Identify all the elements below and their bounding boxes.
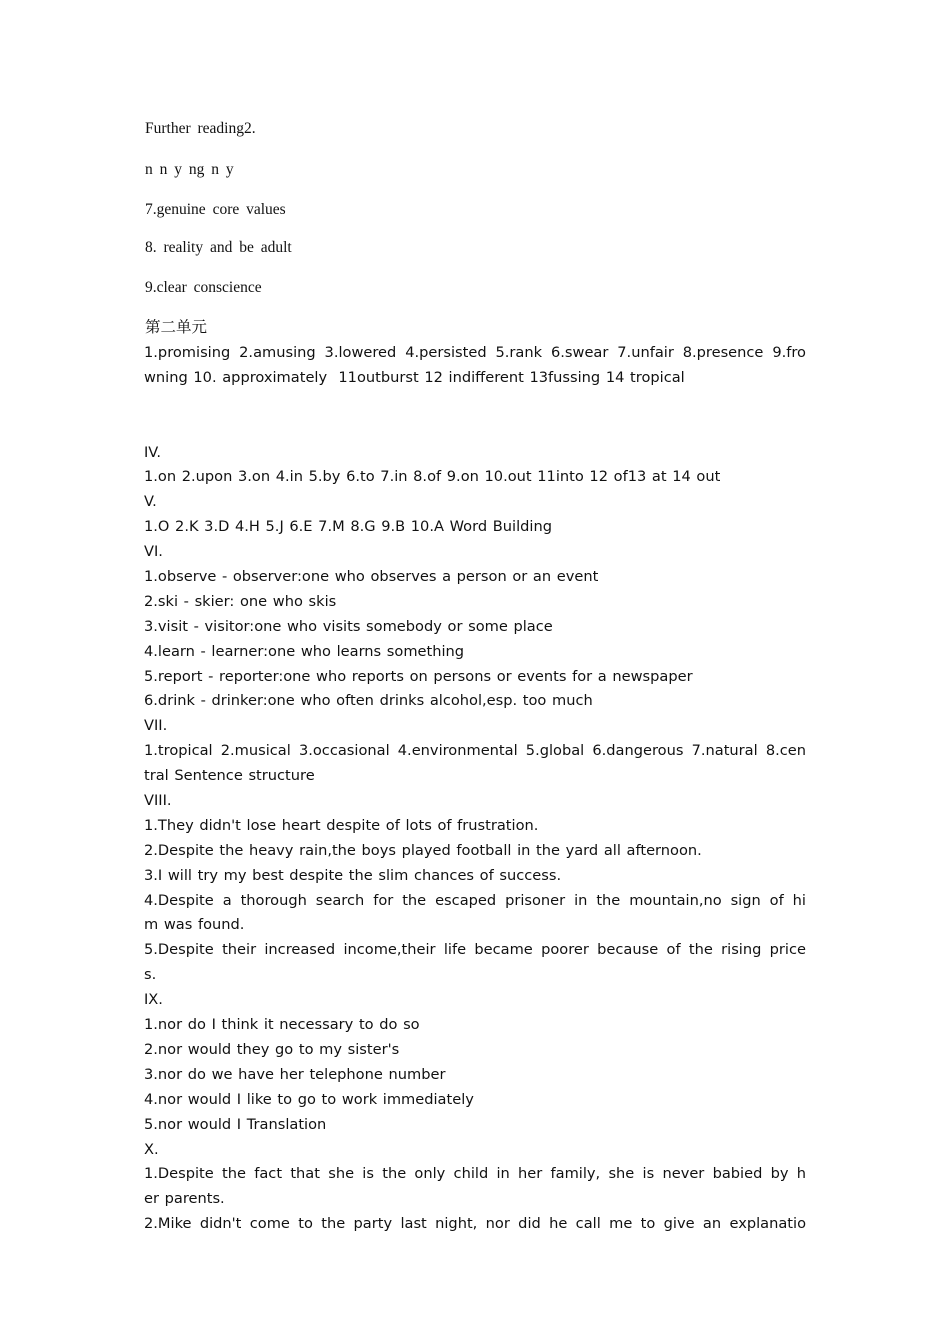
section-heading-iv: IV. xyxy=(144,443,162,461)
list-item: 4.Despite a thorough search for the escaped prisoner in the mountain,no sign of hi xyxy=(144,891,806,909)
v-answers: 1.O 2.K 3.D 4.H 5.J 6.E 7.M 8.G 9.B 10.A Word Building xyxy=(144,518,552,536)
answer-line-n-y: n n y ng n y xyxy=(145,161,234,178)
list-item: 4.nor would I like to go to work immediately xyxy=(144,1090,474,1108)
list-item: 5.report - reporter:one who reports on persons or events for a newspaper xyxy=(144,667,693,685)
list-item: 2.Mike didn't come to the party last night, nor did he call me to give an explanatio xyxy=(144,1215,806,1233)
list-item: 1.They didn't lose heart despite of lots of frustration. xyxy=(144,816,539,834)
section-heading-v: V. xyxy=(144,493,157,511)
list-item-continued: m was found. xyxy=(144,916,245,934)
list-item: 2.nor would they go to my sister's xyxy=(144,1040,400,1058)
vii-answers: 1.tropical 2.musical 3.occasional 4.environmental 5.global 6.dangerous 7.natural 8.cen xyxy=(144,742,806,760)
vocab-line: wning 10. approximately 11outburst 12 indifferent 13fussing 14 tropical xyxy=(144,368,685,386)
list-item: 2.Despite the heavy rain,the boys played football in the yard all afternoon. xyxy=(144,841,702,859)
further-reading-heading: Further reading2. xyxy=(145,120,256,137)
unit-two-heading: 第二单元 xyxy=(145,319,208,336)
section-heading-viii: VIII. xyxy=(144,792,172,810)
list-item: 3.nor do we have her telephone number xyxy=(144,1065,446,1083)
list-item: 3.visit - visitor:one who visits somebody or some place xyxy=(144,617,553,635)
unit-two-answers xyxy=(144,341,806,1237)
list-item: 4.learn - learner:one who learns something xyxy=(144,642,465,660)
blank-line xyxy=(144,391,806,416)
answer-line-7: 7.genuine core values xyxy=(145,201,286,218)
list-item: 6.drink - drinker:one who often drinks alcohol,esp. too much xyxy=(144,692,593,710)
section-heading-ix: IX. xyxy=(144,991,163,1009)
vocab-line: 1.promising 2.amusing 3.lowered 4.persisted 5.rank 6.swear 7.unfair 8.presence 9.fro xyxy=(144,344,806,361)
list-item: 1.nor do I think it necessary to do so xyxy=(144,1016,420,1034)
list-item: 1.observe - observer:one who observes a person or an event xyxy=(144,568,599,586)
answer-line-8: 8. reality and be adult xyxy=(145,239,292,256)
list-item-continued: s. xyxy=(144,966,157,984)
list-item: 2.ski - skier: one who skis xyxy=(144,592,337,610)
section-heading-vii: VII. xyxy=(144,717,168,735)
section-heading-x: X. xyxy=(144,1140,159,1158)
list-item: 5.nor would I Translation xyxy=(144,1115,327,1133)
list-item: 3.I will try my best despite the slim chances of success. xyxy=(144,866,562,884)
iv-answers: 1.on 2.upon 3.on 4.in 5.by 6.to 7.in 8.of 9.on 10.out 11into 12 of13 at 14 out xyxy=(144,468,721,486)
list-item: 5.Despite their increased income,their life became poorer because of the rising price xyxy=(144,941,806,959)
section-heading-vi: VI. xyxy=(144,543,163,561)
blank-line xyxy=(144,416,806,441)
list-item-continued: er parents. xyxy=(144,1190,225,1208)
list-item: 1.Despite the fact that she is the only child in her family, she is never babied by h xyxy=(144,1165,806,1183)
answer-line-9: 9.clear conscience xyxy=(145,279,262,296)
vii-answers: tral Sentence structure xyxy=(144,767,315,785)
